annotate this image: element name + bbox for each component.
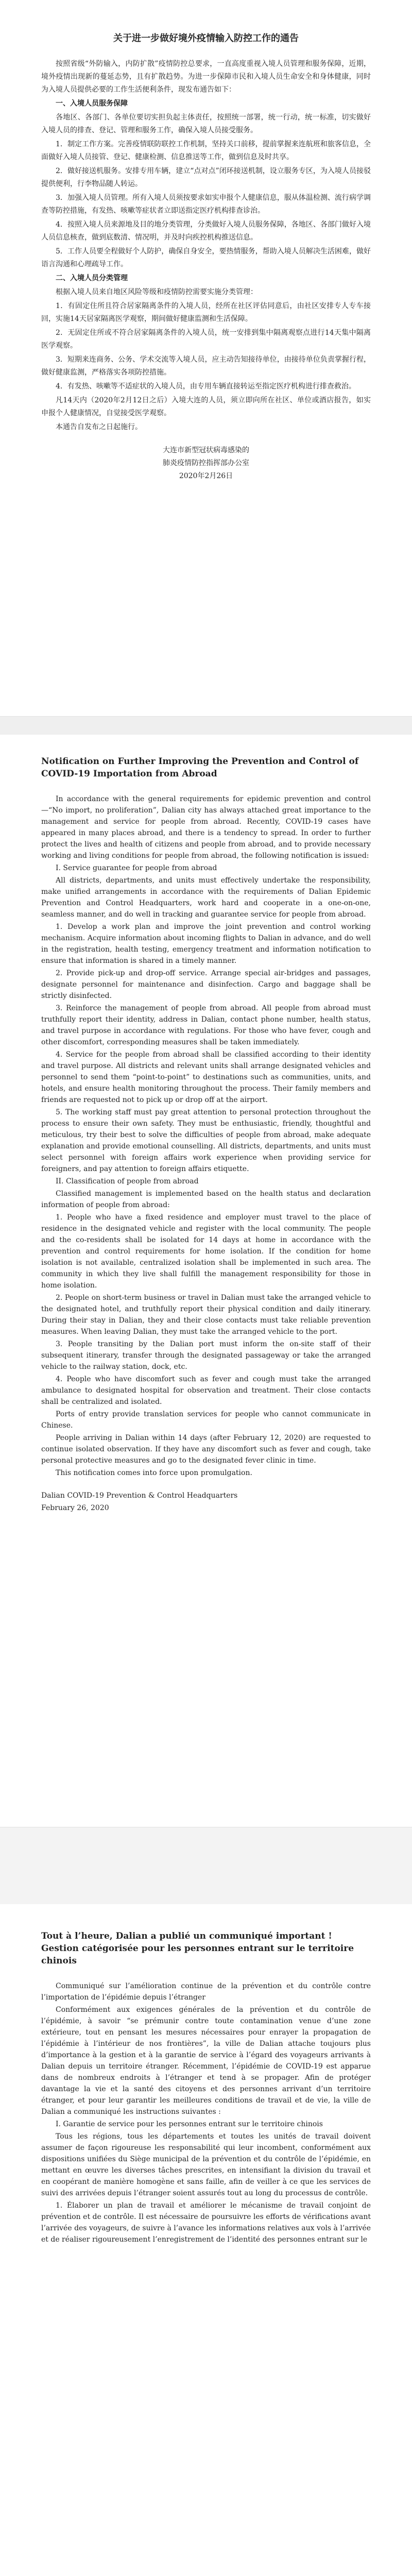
intro-paragraph: 按照省级“外防输入，内防扩散”疫情防控总要求，一直高度重视入境人员管理和服务保障，近期，境外疫情出现新的蔓延态势，且有扩散趋势。为进一步保障市民和入境人员生命安全和身体健康，同时为入境人员提供必要的工作生活便利条件，现发布通告如下： xyxy=(41,60,371,94)
signature-line: 肺炎疫情防控指挥部办公室 xyxy=(163,459,249,467)
paragraph: 1．制定工作方案。完善疫情联防联控工作机制，坚持关口前移，提前掌握来连航班和旅客信息，全面做好入境人员接管、登记、健康检测、信息推送等工作，做到信息及时共享。 xyxy=(41,140,371,161)
paragraph: 4．有发热、咳嗽等不适症状的入境人员，由专用车辆直接转运至指定医疗机构进行排查救治。 xyxy=(56,382,356,391)
paragraph: 3. Reinforce the management of people from abroad. All people from abroad must truthfully report their identity, address in Dalian, contact phone number, health status, and travel purpose in accordance with regulations. For those who have fever, cough and other discomfort, corresponding measures shall be taken immediately. xyxy=(41,1004,371,1046)
section-heading: I. Garantie de service pour les personnes entrant sur le territoire chinois xyxy=(56,2120,323,2128)
section-heading: 一、入境人员服务保障 xyxy=(56,99,128,108)
notice-date: February 26, 2020 xyxy=(41,1504,109,1512)
paragraph: 5. The working staff must pay great attention to personal protection throughout the process to ensure their own safety. They must be enthusiastic, friendly, thoughtful and meticulous, try their best to solve the difficulties of people from abroad, make adequate explanation and provide emotional counselling. All districts, departments, and units must select personnel with foreign affairs work experience when providing service for foreigners, and pay attention to foreign affairs etiquette. xyxy=(41,1108,371,1173)
paragraph: All districts, departments, and units must effectively undertake the responsibility, make unified arrangements in accordance with the requirements of Dalian Epidemic Prevention and Control Headquarters, work hard and cooperate in a one-on-one, seamless manner, and do well in tracking and guarantee service for people from abroad. xyxy=(41,876,371,919)
paragraph: 1. Élaborer un plan de travail et améliorer le mécanisme de travail conjoint de prévention et de contrôle. Il est nécessaire de poursuivre les efforts de vérifications avant l’arrivée des voyageurs, de suivre à l’avance les informations relatives aux vols à l’arrivée et de réaliser rigoureusement l’enregistrement de l’identité des personnes entrant sur le xyxy=(41,2201,371,2244)
paragraph: 4. Service for the people from abroad shall be classified according to their identity and travel purpose. All districts and relevant units shall arrange designated vehicles and personnel to send them “point-to-point” to destinations such as communities, units, and hotels, and ensure health monitoring throughout the process. Their family members and friends are requested not to pick up or drop off at the airport. xyxy=(41,1050,371,1104)
paragraph: 1．有固定住所且符合居家隔离条件的入境人员，经所在社区评估同意后，由社区安排专人专车接回，实施14天居家隔离医学观察，期间做好健康监测和生活保障。 xyxy=(41,302,371,323)
paragraph: 4. People who have discomfort such as fever and cough must take the arranged ambulance to designated hospital for observation and treatment. Their close contacts shall be centralized and isolated. xyxy=(41,1375,371,1406)
section-heading: I. Service guarantee for people from abroad xyxy=(56,864,217,872)
paragraph: 2. People on short-term business or travel in Dalian must take the arranged vehicle to the designated hotel, and truthfully report their physical condition and daily itinerary. During their stay in Dalian, they and their close contacts must take reliable prevention measures. When leaving Dalian, they must take the arranged vehicle to the port. xyxy=(41,1294,371,1336)
page-divider xyxy=(0,716,412,736)
page-divider xyxy=(0,1827,412,1905)
paragraph: 2．做好接送机服务。安排专用车辆，建立“点对点”闭环接送机制，设立服务专区，为入境人员接驳提供便利，行李物品随人转运。 xyxy=(41,167,371,188)
paragraph: 4．按照入境人员来源地及目的地分类管理，分类做好入境人员服务保障，各地区、各部门做好入境人员信息核查，做到底数清、情况明，并及时向疾控机构推送信息。 xyxy=(41,221,371,242)
section-heading: II. Classification of people from abroad xyxy=(56,1177,199,1185)
paragraph: 3．短期来连商务、公务、学术交流等入境人员，应主动告知接待单位，由接待单位负责掌握行程，做好健康监测，严格落实各项防控措施。 xyxy=(41,355,371,377)
english-notice-page xyxy=(0,735,412,1827)
paragraph: 根据入境人员来自地区风险等级和疫情防控需要实施分类管理： xyxy=(56,288,258,296)
chinese-notice-page xyxy=(0,0,412,716)
signature-line: 大连市新型冠状病毒感染的 xyxy=(163,446,249,454)
paragraph: Ports of entry provide translation services for people who cannot communicate in Chinese. xyxy=(41,1410,371,1430)
paragraph: People arriving in Dalian within 14 days (after February 12, 2020) are requested to continue isolated observation. If they have any discomfort such as fever and cough, take personal protective measures and go to the designated fever clinic in time. xyxy=(41,1434,371,1465)
paragraph: This notification comes into force upon promulgation. xyxy=(56,1469,252,1477)
french-notice-page xyxy=(0,1904,412,2576)
paragraph: 3. People transiting by the Dalian port must inform the on-site staff of their subsequent itinerary, transfer through the designated passageway or take the arranged vehicle to the railway station, dock, etc. xyxy=(41,1340,371,1371)
paragraph: 各地区、各部门、各单位要切实担负起主体责任，按照统一部署，统一行动，统一标准，切实做好入境人员的排查、登记、管理和服务工作，确保入境人员接受服务。 xyxy=(41,113,371,134)
paragraph: 2. Provide pick-up and drop-off service. Arrange special air-bridges and passages, designate personnel for maintenance and disinfection. Cargo and baggage shall be strictly disinfected. xyxy=(41,969,371,1000)
paragraph: 5．工作人员要全程做好个人防护，确保自身安全，要热情服务，帮助入境人员解决生活困难，做好语言沟通和心理疏导工作。 xyxy=(41,247,371,268)
signature-block xyxy=(41,444,371,483)
notice-title-french: Tout à l’heure, Dalian a publié un communiqué important ! Gestion catégorisée pour les personnes entrant sur le territoire chinois xyxy=(41,1931,354,1966)
notice-title-chinese: 关于进一步做好境外疫情输入防控工作的通告 xyxy=(113,33,299,44)
signature-line: Dalian COVID-19 Prevention & Control Headquarters xyxy=(41,1492,238,1500)
paragraph: In accordance with the general requirements for epidemic prevention and control—“No import, no proliferation”, Dalian city has always attached great importance to the management and service for people from abroad. Recently, COVID-19 cases have appeared in many places abroad, and there is a tendency to spread. In order to further protect the lives and health of citizens and people from abroad, and to provide necessary working and living conditions for people from abroad, the following notification is issued: xyxy=(41,795,371,860)
paragraph: Communiqué sur l’amélioration continue de la prévention et du contrôle contre l’importation de l’épidémie depuis l’étranger xyxy=(41,1982,371,2002)
paragraph: 3．加强入境人员管理。所有入境人员须按要求如实申报个人健康信息，服从体温检测、流行病学调查等防控措施，有发热、咳嗽等症状者立即送指定医疗机构排查诊治。 xyxy=(41,194,371,215)
paragraph: 本通告自发布之日起施行。 xyxy=(56,423,142,431)
notice-title-english: Notification on Further Improving the Prevention and Control of COVID-19 Importation from Abroad xyxy=(41,756,359,779)
paragraph: 1. Develop a work plan and improve the joint prevention and control working mechanism. Acquire information about incoming flights to Dalian in advance, and do well in the registration, health testing, emergency treatment and information notification to ensure that information is shared in a timely manner. xyxy=(41,923,371,965)
section-heading: 二、入境人员分类管理 xyxy=(56,274,128,282)
notice-date: 2020年2月26日 xyxy=(179,472,233,480)
paragraph: Tous les régions, tous les départements et toutes les unités de travail doivent assumer de façon rigoureuse les responsabilité qui leur incombent, conformément aux dispositions unifiées du Siège municipal de la prévention et du contrôle de l’épidémie, en mettant en œuvre les diverses tâches prescrites, en intensifiant la division du travail et en coopérant de manière homogène et sans faille, afin de veiller à ce que les services de suivi des arrivées depuis l’étranger soient assurés tout au long du processus de contrôle. xyxy=(41,2132,371,2197)
paragraph: 1. People who have a fixed residence and employer must travel to the place of residence in the designated vehicle and register with the local community. The people and the co-residents shall be isolated for 14 days at home in accordance with the prevention and control requirements for home isolation. If the condition for home isolation is not available, centralized isolation shall be implemented in such area. The community in which they live shall fulfill the management responsibility for those in home isolation. xyxy=(41,1213,371,1290)
paragraph: 2．无固定住所或不符合居家隔离条件的入境人员，统一安排到集中隔离观察点进行14天集中隔离医学观察。 xyxy=(41,329,371,350)
paragraph: Classified management is implemented based on the health status and declaration information of people from abroad: xyxy=(41,1190,371,1209)
paragraph: 凡14天内（2020年2月12日之后）入境大连的人员，须立即向所在社区、单位或酒店报告，如实申报个人健康情况，自觉接受医学观察。 xyxy=(41,396,371,417)
paragraph: Conformément aux exigences générales de la prévention et du contrôle de l’épidémie, à savoir “se prémunir contre toute contamination venue d’une zone extérieure, tout en pensant les mesures nécessaires pour enrayer la propagation de l’épidémie à l’intérieur de nos frontières”, la ville de Dalian attache toujours plus d’importance à la gestion et à la garantie de service à l’égard des voyageurs arrivants à Dalian depuis un territoire étranger. Récemment, l’épidémie de COVID-19 est apparue dans de nombreux endroits à l’étranger et tend à se propager. Afin de protéger davantage la vie et la santé des citoyens et des personnes arrivant d’un territoire étranger, et pour leur garantir les meilleures conditions de travail et de vie, la ville de Dalian a communiqué les instructions suivantes : xyxy=(41,2006,371,2116)
